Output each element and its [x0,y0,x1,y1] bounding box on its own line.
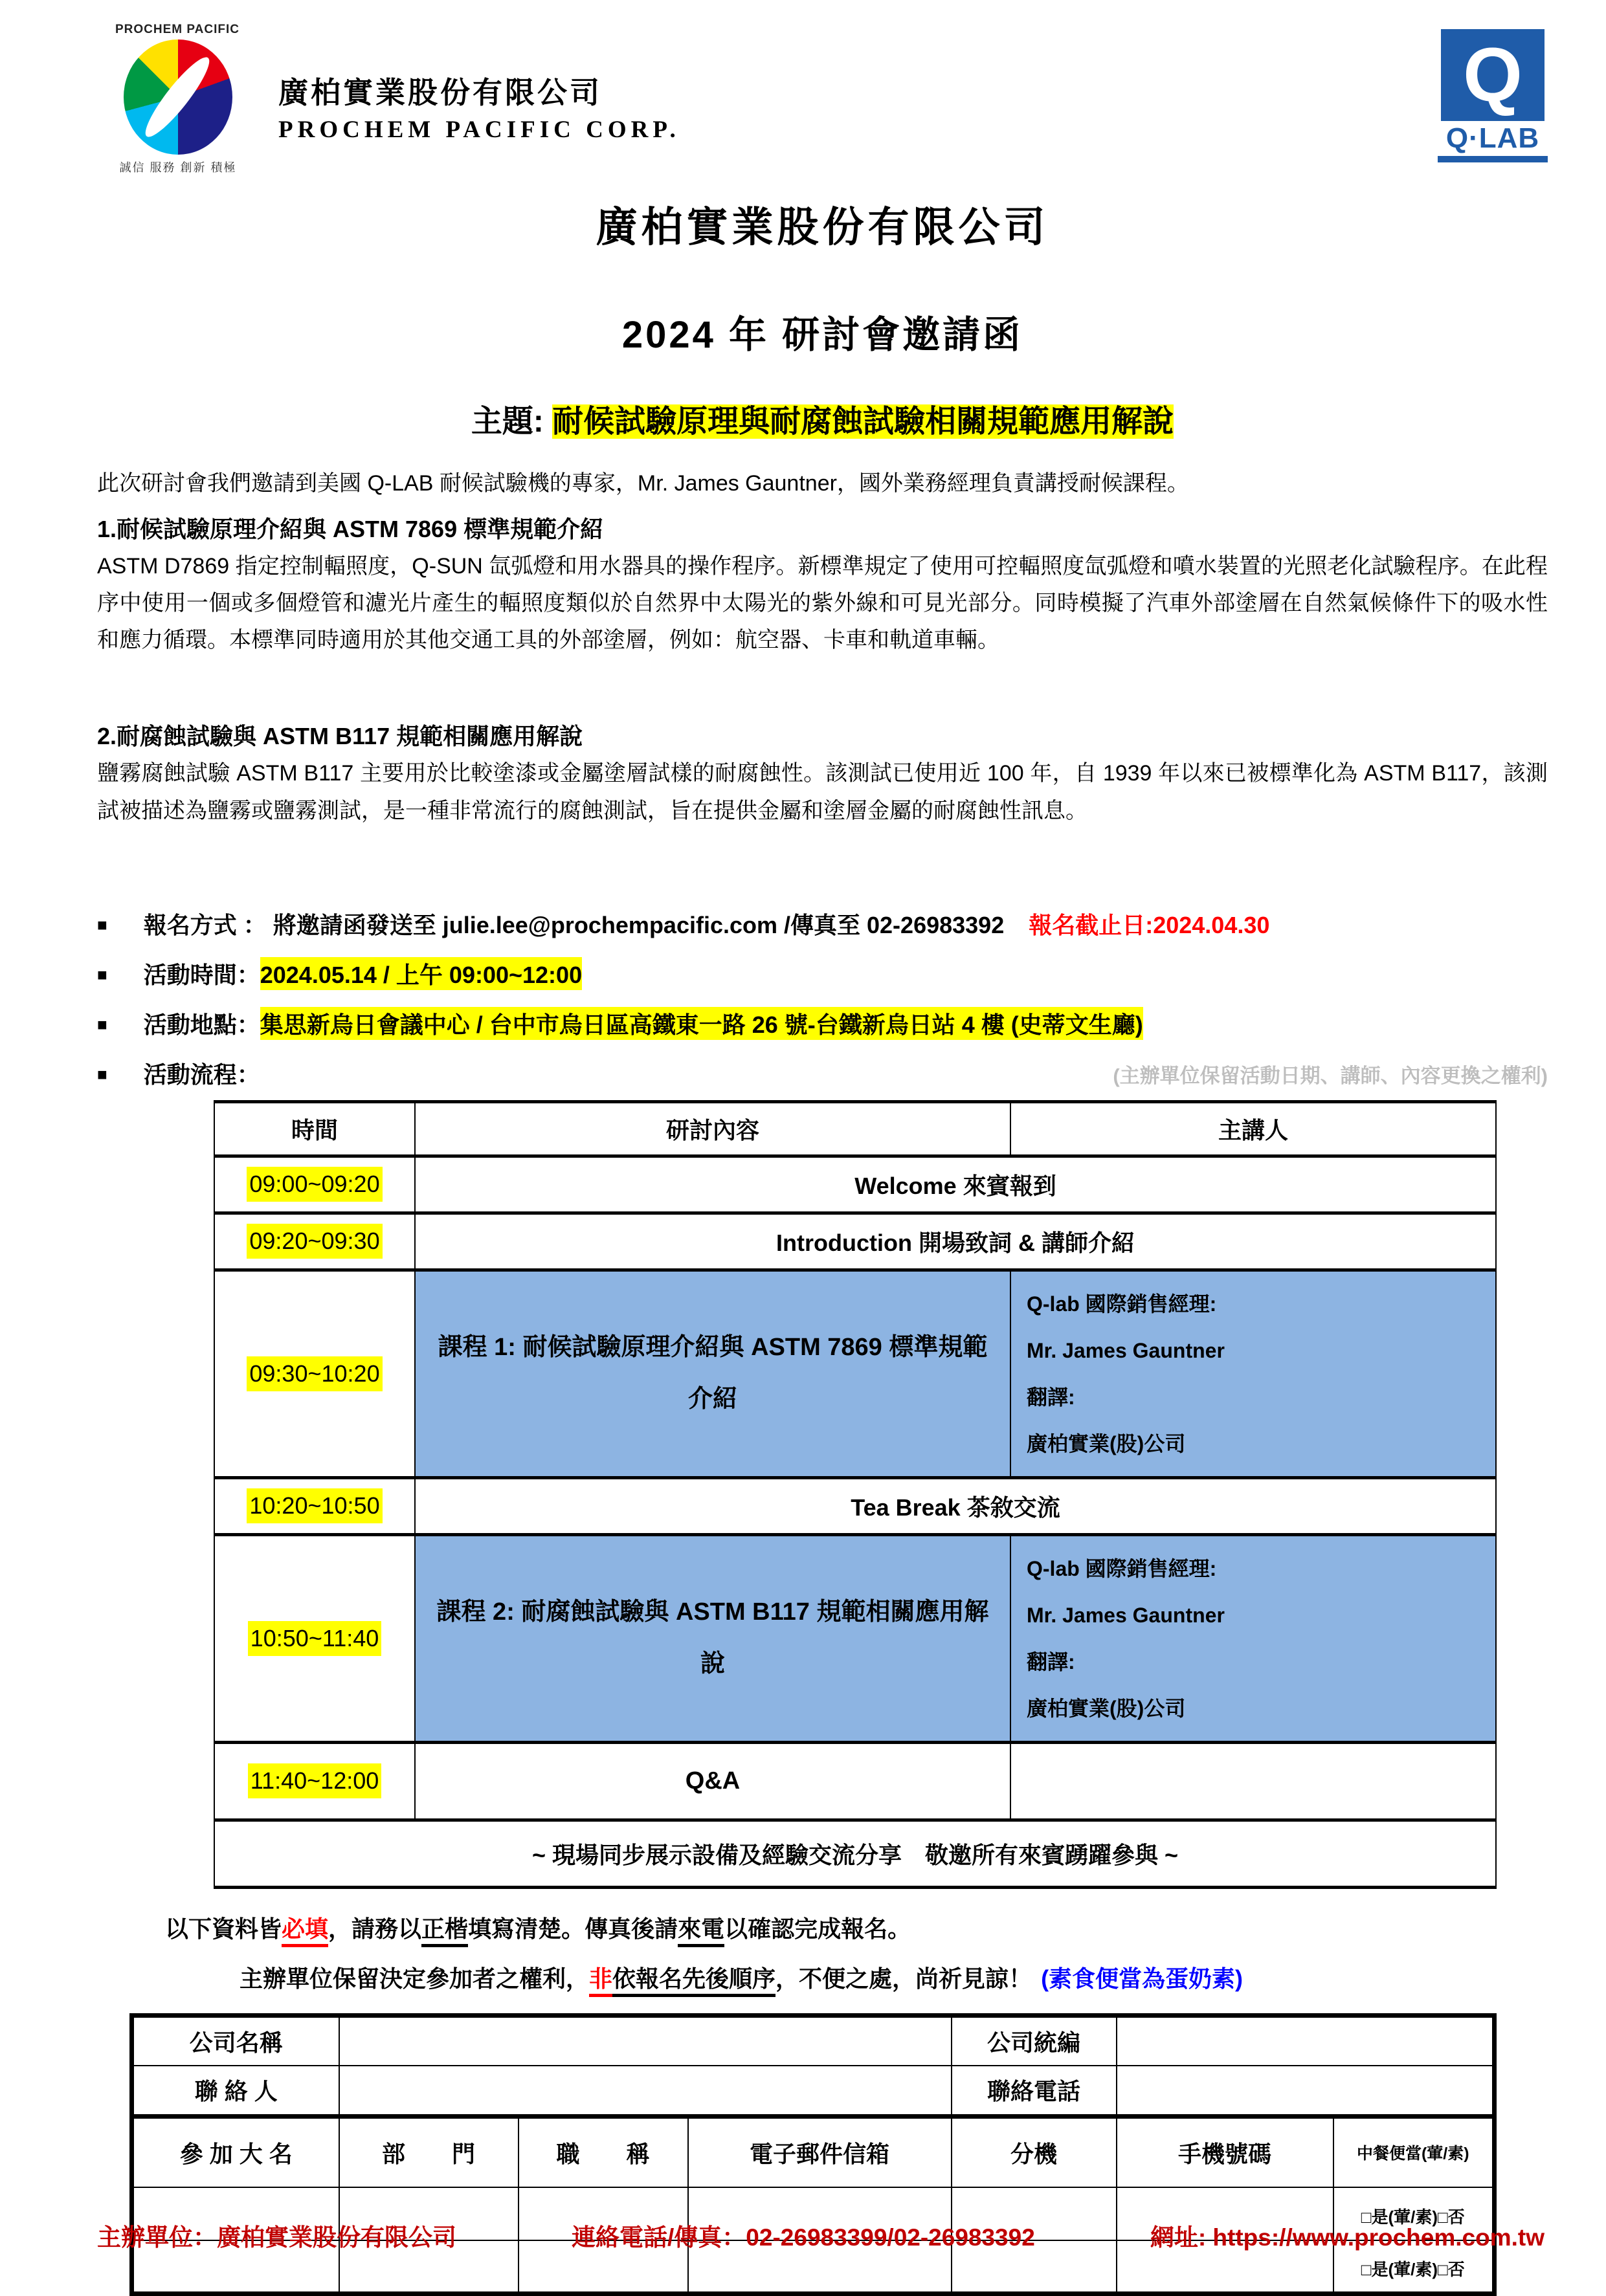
block-letters-emphasis: 正楷 [421,1915,468,1947]
section1-heading: 1.耐候試驗原理介紹與 ASTM 7869 標準規範介紹 [97,516,604,543]
course1-cell: 課程 1: 耐候試驗原理介紹與 ASTM 7869 標準規範介紹 [415,1270,1010,1477]
schedule-row-course2 [214,1534,1496,1742]
contact-row [132,2066,1495,2116]
company-row [132,2015,1495,2066]
topic-label: 主題: [471,404,553,439]
document-title: 廣柏實業股份有限公司 [596,204,1049,250]
schedule-row-qa [214,1742,1496,1820]
section1-body: ASTM D7869 指定控制輻照度，Q-SUN 氙弧燈和用水器具的操作程序。新標準規定了使用可控輻照度氙弧燈和噴水裝置的光照老化試驗程序。在此程序中使用一個或多個燈管和濾光片產生的輻照度類似於自然界中太陽光的紫外線和可見光部分。同時模擬了汽車外部塗層在自然氣候條件下的吸水性和應力循環。本標準同時適用於其他交通工具的外部塗層，例如：航空器、卡車和軌道車輛。 [97,554,1548,653]
event-location-label: 活動地點： [143,1011,260,1038]
vegetarian-note: (素食便當為蛋奶素) [1041,1965,1244,1992]
empty-speaker-cell [1010,1742,1496,1820]
order-emphasis: 依報名先後順序 [612,1965,775,1997]
event-location-item [97,1007,1548,1040]
speaker-cell [1010,1270,1496,1477]
note-text: 以下資料皆 [165,1915,282,1942]
square-bullet-icon: ■ [97,914,107,934]
prochem-name-en: PROCHEM PACIFIC CORP. [278,116,680,143]
event-agenda-item [97,1057,1548,1090]
registration-method-text: 將邀請函發送至 julie.lee@prochempacific.com /傳真至 02-26983392 [273,911,1005,938]
schedule-row-introduction [214,1213,1496,1270]
fill-instruction-note [165,1911,1548,1944]
document-header [97,23,1548,174]
schedule-header-content: 研討內容 [415,1101,1010,1156]
prochem-name-block [278,23,680,144]
section2-heading: 2.耐腐蝕試驗與 ASTM B117 規範相關應用解說 [97,723,583,750]
speaker-line: 翻譯: [1027,1650,1075,1673]
qa-cell: Q&A [415,1742,1010,1820]
schedule-header-speaker: 主講人 [1010,1101,1496,1156]
extension-header: 分機 [952,2116,1117,2187]
lunchbox-choice: □是(葷/素)□否 [1333,2240,1495,2293]
time-value: 11:40~12:00 [248,1763,382,1798]
time-cell [214,1213,415,1270]
not-emphasis: 非 [589,1965,612,1997]
schedule-row-course1 [214,1270,1496,1477]
note-text: 填寫清楚。傳真後請 [468,1915,678,1942]
speaker-line: Q-lab 國際銷售經理: [1027,1292,1217,1316]
speaker-line: Mr. James Gauntner [1027,1338,1225,1362]
course2-cell: 課程 2: 耐腐蝕試驗與 ASTM B117 規範相關應用解說 [415,1534,1010,1742]
speaker-line: 翻譯: [1027,1385,1075,1409]
qlab-wordmark: Q·LAB [1445,122,1540,154]
agenda-disclaimer: (主辦單位保留活動日期、講師、內容更換之權利) [1113,1064,1548,1087]
time-value: 09:00~09:20 [247,1167,382,1202]
schedule-row-teabreak [214,1477,1496,1534]
time-cell [214,1742,415,1820]
prochem-brand [97,23,680,175]
contact-info: 連絡電話/傳真：02-26983399/02-26983392 [572,2224,1035,2251]
registration-method-item [97,907,1548,940]
schedule-row-welcome [214,1156,1496,1213]
qlab-underline [1438,156,1548,162]
qlab-q-icon: Q [1441,29,1545,121]
department-header: 部 門 [339,2116,519,2187]
event-time-item [97,957,1548,990]
time-cell [214,1534,415,1742]
schedule-footnote-row [214,1820,1496,1887]
section2-body: 鹽霧腐蝕試驗 ASTM B117 主要用於比較塗漆或金屬塗層試樣的耐腐蝕性。該測試已使用近 100 年，自 1939 年以來已被標準化為 ASTM B117，該測試被描述為鹽霧或鹽霧測試，是一種非常流行的腐蝕測試，旨在提供金屬和塗層金屬的耐腐蝕性訊息。 [97,761,1548,823]
note-text: 主辦單位保留決定參加者之權利， [240,1965,590,1992]
prochem-name-cjk: 廣柏實業股份有限公司 [278,76,602,109]
registration-deadline: 報名截止日:2024.04.30 [1029,911,1270,938]
contact-person-field [339,2066,952,2116]
topic-line [97,396,1548,441]
contact-phone-field [1117,2066,1495,2116]
intro-paragraph: 此次研討會我們邀請到美國 Q-LAB 耐候試驗機的專家，Mr. James Gauntner，國外業務經理負責講授耐候課程。 [97,471,1189,496]
qlab-logo [1438,29,1548,162]
contact-phone-label: 聯絡電話 [952,2066,1117,2116]
time-cell [214,1270,415,1477]
document-footer [0,2218,1606,2253]
speaker-cell [1010,1534,1496,1742]
tax-id-field [1117,2015,1495,2066]
introduction-cell: Introduction 開場致詞 & 講師介紹 [415,1213,1496,1270]
schedule-footnote: ~ 現場同步展示設備及經驗交流分享 敬邀所有來賓踴躍參與 ~ [214,1820,1496,1887]
schedule-header-time: 時間 [214,1101,415,1156]
prochem-slogan: 誠信 服務 創新 積極 [119,161,237,174]
time-cell [214,1477,415,1534]
registration-method-label: 報名方式 ： [143,911,273,938]
time-value: 09:20~09:30 [247,1224,382,1259]
organizer-info: 主辦單位：廣柏實業股份有限公司 [97,2224,456,2251]
speaker-line: 廣柏實業(股)公司 [1027,1696,1186,1720]
prochem-swirl-logo-icon [124,39,232,155]
lunchbox-choice: □是(葷/素)□否 [1333,2187,1495,2240]
speaker-line: Q-lab 國際銷售經理: [1027,1556,1217,1580]
lunchbox-header: 中餐便當(葷/素) [1333,2116,1495,2187]
time-cell [214,1156,415,1213]
schedule-header-row [214,1101,1496,1156]
tax-id-label: 公司統編 [952,2015,1117,2066]
time-value: 10:50~11:40 [248,1621,382,1656]
prochem-logo-block [97,23,259,175]
call-emphasis: 來電 [678,1915,724,1947]
attendee-header-row [132,2116,1495,2187]
note-text: ，請務以 [328,1915,422,1942]
registration-form-table [129,2013,1497,2296]
speaker-line: 廣柏實業(股)公司 [1027,1431,1186,1455]
time-value: 10:20~10:50 [247,1488,382,1523]
event-info-list [97,907,1548,1090]
mobile-header: 手機號碼 [1117,2116,1333,2187]
event-location-value: 集思新烏日會議中心 / 台中市烏日區高鐵東一路 26 號-台鐵新烏日站 4 樓 (史蒂文生廳) [260,1007,1143,1040]
organizer-rights-note [240,1961,1548,1994]
square-bullet-icon: ■ [97,1064,107,1084]
required-emphasis: 必填 [282,1915,328,1947]
speaker-line: Mr. James Gauntner [1027,1603,1225,1627]
note-text: ，不便之處，尚祈見諒！ [775,1965,1032,1992]
note-text: 以確認完成報名。 [724,1915,911,1942]
square-bullet-icon: ■ [97,1014,107,1034]
teabreak-cell: Tea Break 茶敘交流 [415,1477,1496,1534]
company-name-field [339,2015,952,2066]
website-info: 網址: https://www.prochem.com.tw [1150,2224,1545,2251]
event-time-label: 活動時間： [143,961,260,988]
welcome-cell: Welcome 來賓報到 [415,1156,1496,1213]
contact-person-label: 聯 絡 人 [132,2066,339,2116]
document-subtitle: 2024 年 研討會邀請函 [621,314,1023,356]
topic-highlighted: 耐候試驗原理與耐腐蝕試驗相關規範應用解說 [552,404,1174,439]
schedule-table [214,1100,1497,1889]
company-name-label: 公司名稱 [132,2015,339,2066]
time-value: 09:30~10:20 [247,1356,382,1391]
square-bullet-icon: ■ [97,964,107,984]
attendee-name-header: 參 加 大 名 [132,2116,339,2187]
event-agenda-label: 活動流程： [143,1061,260,1088]
event-time-value: 2024.05.14 / 上午 09:00~12:00 [260,957,582,990]
prochem-logo-wordmark: PROCHEM PACIFIC [115,23,240,36]
email-header: 電子郵件信箱 [688,2116,952,2187]
job-title-header: 職 稱 [519,2116,688,2187]
